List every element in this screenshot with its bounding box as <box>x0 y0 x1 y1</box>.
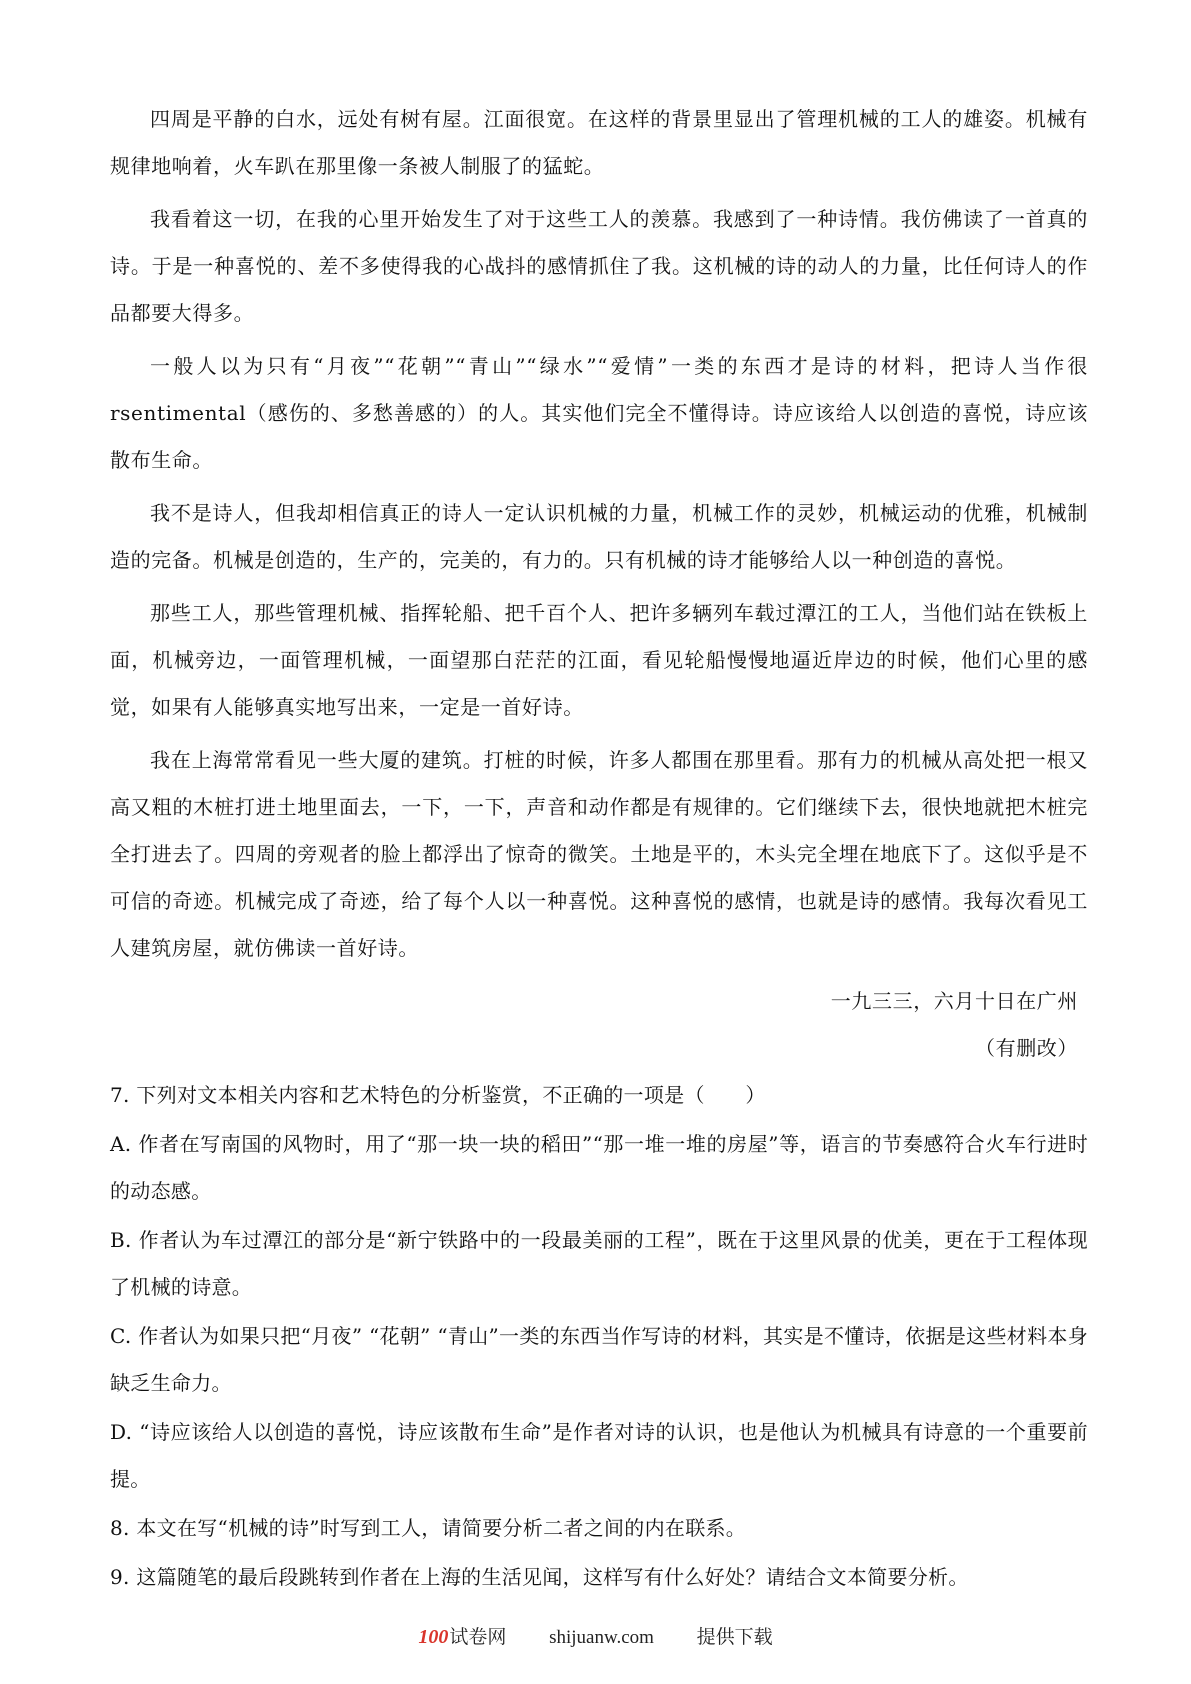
site-domain-link[interactable]: shijuanw.com <box>549 1627 654 1648</box>
document-page <box>110 96 1088 1603</box>
question-7-option-a: A. 作者在写南国的风物时，用了“那一块一块的稻田”“那一堆一堆的房屋”等，语言的节奏感符合火车行进时的动态感。 <box>110 1132 1088 1203</box>
paragraph-2: 我看着这一切，在我的心里开始发生了对于这些工人的羡慕。我感到了一种诗情。我仿佛读了一首真的诗。于是一种喜悦的、差不多使得我的心战抖的感情抓住了我。这机械的诗的动人的力量，比任何诗人的作品都要大得多。 <box>110 207 1088 325</box>
question-7-option-c: C. 作者认为如果只把“月夜” “花朝” “青山”一类的东西当作写诗的材料，其实是不懂诗，依据是这些材料本身缺乏生命力。 <box>110 1324 1088 1395</box>
site-name: 试卷网 <box>449 1627 507 1648</box>
question-9: 9. 这篇随笔的最后段跳转到作者在上海的生活见闻，这样写有什么好处？请结合文本简要分析。 <box>110 1565 969 1589</box>
footer-tagline: 提供下载 <box>696 1627 773 1648</box>
question-7-option-b: B. 作者认为车过潭江的部分是“新宁铁路中的一段最美丽的工程”，既在于这里风景的优美，更在于工程体现了机械的诗意。 <box>110 1228 1088 1299</box>
site-logo: 100 <box>418 1626 449 1648</box>
question-7-stem: 7. 下列对文本相关内容和艺术特色的分析鉴赏，不正确的一项是（ ） <box>110 1083 766 1107</box>
question-8: 8. 本文在写“机械的诗”时写到工人，请简要分析二者之间的内在联系。 <box>110 1516 747 1540</box>
question-7-option-d: D. “诗应该给人以创造的喜悦，诗应该散布生命”是作者对诗的认识，也是他认为机械具有诗意的一个重要前提。 <box>110 1420 1088 1491</box>
paragraph-5: 那些工人，那些管理机械、指挥轮船、把千百个人、把许多辆列车载过潭江的工人，当他们站在铁板上面，机械旁边，一面管理机械，一面望那白茫茫的江面，看见轮船慢慢地逼近岸边的时候，他们心里的感觉，如果有人能够真实地写出来，一定是一首好诗。 <box>110 601 1088 719</box>
paragraph-3: 一般人以为只有“月夜”“花朝”“青山”“绿水”“爱情”一类的东西才是诗的材料，把诗人当作很 rsentimental（感伤的、多愁善感的）的人。其实他们完全不懂得诗。诗应该给人以创造的喜悦，诗应该散布生命。 <box>110 354 1088 472</box>
page-footer <box>0 1622 1191 1649</box>
paragraph-4: 我不是诗人，但我却相信真正的诗人一定认识机械的力量，机械工作的灵妙，机械运动的优雅，机械制造的完备。机械是创造的，生产的，完美的，有力的。只有机械的诗才能够给人以一种创造的喜悦。 <box>110 501 1088 572</box>
signature-date: 一九三三，六月十日在广州 <box>830 989 1078 1013</box>
paragraph-6: 我在上海常常看见一些大厦的建筑。打桩的时候，许多人都围在那里看。那有力的机械从高处把一根又高又粗的木桩打进土地里面去，一下，一下，声音和动作都是有规律的。它们继续下去，很快地就把木桩完全打进去了。四周的旁观者的脸上都浮出了惊奇的微笑。土地是平的，木头完全埋在地底下了。这似乎是不可信的奇迹。机械完成了奇迹，给了每个人以一种喜悦。这种喜悦的感情，也就是诗的感情。我每次看见工人建筑房屋，就仿佛读一首好诗。 <box>110 748 1088 960</box>
paragraph-1: 四周是平静的白水，远处有树有屋。江面很宽。在这样的背景里显出了管理机械的工人的雄姿。机械有规律地响着，火车趴在那里像一条被人制服了的猛蛇。 <box>110 107 1088 178</box>
signature-note: （有删改） <box>975 1036 1078 1060</box>
